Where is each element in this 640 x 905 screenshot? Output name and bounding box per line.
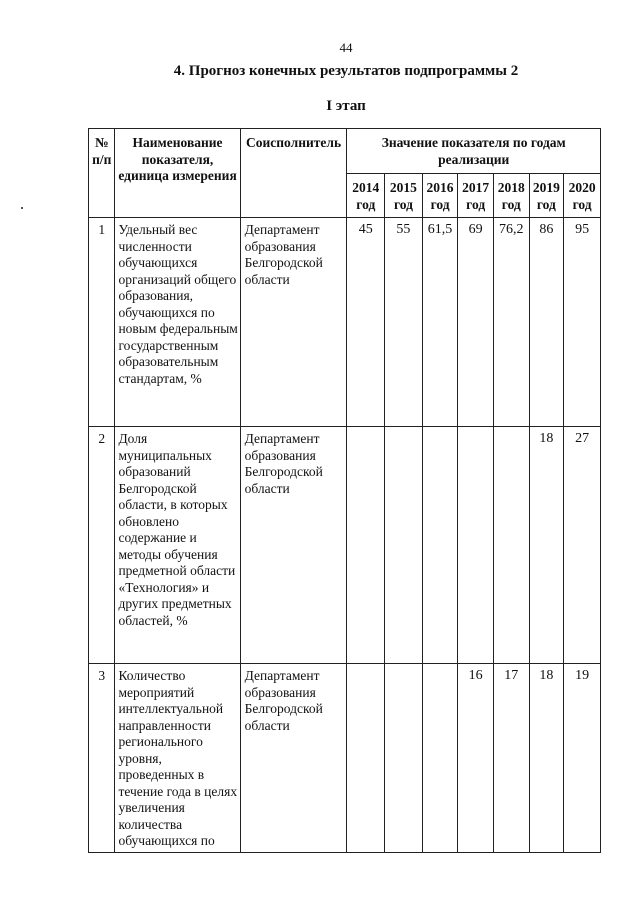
indicator-name: Удельный вес численности обучающихся организаций общего образования, обучающихся по новым федеральным государственным образовательным стандартам, % — [115, 218, 240, 427]
header-executor: Соисполнитель — [240, 129, 347, 218]
value-cell: 19 — [564, 664, 601, 853]
value-cell: 27 — [564, 427, 601, 664]
table-row — [89, 218, 601, 427]
row-number: 3 — [89, 664, 115, 853]
value-cell: 76,2 — [493, 218, 529, 427]
value-cell — [347, 427, 385, 664]
indicator-name: Доля муниципальных образований Белгородской области, в которых обновлено содержание и методы обучения предметной области «Технология» и других предметных областей, % — [115, 427, 240, 664]
executor: Департамент образования Белгородской области — [240, 427, 347, 664]
stage-title: I этап — [326, 98, 366, 114]
row-number: 2 — [89, 427, 115, 664]
value-cell: 45 — [347, 218, 385, 427]
value-cell — [458, 427, 494, 664]
row-number: 1 — [89, 218, 115, 427]
value-cell: 95 — [564, 218, 601, 427]
header-year: 2019 год — [529, 174, 564, 218]
header-year: 2016 год — [422, 174, 458, 218]
value-cell — [422, 427, 458, 664]
page-number: 44 — [339, 40, 353, 55]
indicator-name: Количество мероприятий интеллектуальной направленности регионального уровня, проведенных в течение года в целях увеличения количества обучающихся по — [115, 664, 240, 853]
value-cell: 86 — [529, 218, 564, 427]
header-values: Значение показателя по годам реализации — [347, 129, 601, 174]
table-row — [89, 664, 601, 853]
scan-speck — [21, 207, 23, 209]
header-number: № п/п — [89, 129, 115, 218]
executor: Департамент образования Белгородской области — [240, 664, 347, 853]
header-year: 2020 год — [564, 174, 601, 218]
value-cell — [347, 664, 385, 853]
value-cell: 17 — [493, 664, 529, 853]
table-row — [89, 427, 601, 664]
header-row — [89, 129, 601, 174]
value-cell — [385, 427, 423, 664]
value-cell: 61,5 — [422, 218, 458, 427]
header-year: 2018 год — [493, 174, 529, 218]
value-cell — [385, 664, 423, 853]
header-year: 2017 год — [458, 174, 494, 218]
value-cell — [493, 427, 529, 664]
value-cell: 55 — [385, 218, 423, 427]
indicators-table — [88, 128, 601, 853]
executor: Департамент образования Белгородской области — [240, 218, 347, 427]
value-cell: 18 — [529, 427, 564, 664]
header-name: Наименование показателя, единица измерения — [115, 129, 240, 218]
header-year: 2015 год — [385, 174, 423, 218]
value-cell — [422, 664, 458, 853]
value-cell: 18 — [529, 664, 564, 853]
section-title: 4. Прогноз конечных результатов подпрограммы 2 — [173, 63, 519, 79]
value-cell: 69 — [458, 218, 494, 427]
header-year: 2014 год — [347, 174, 385, 218]
value-cell: 16 — [458, 664, 494, 853]
